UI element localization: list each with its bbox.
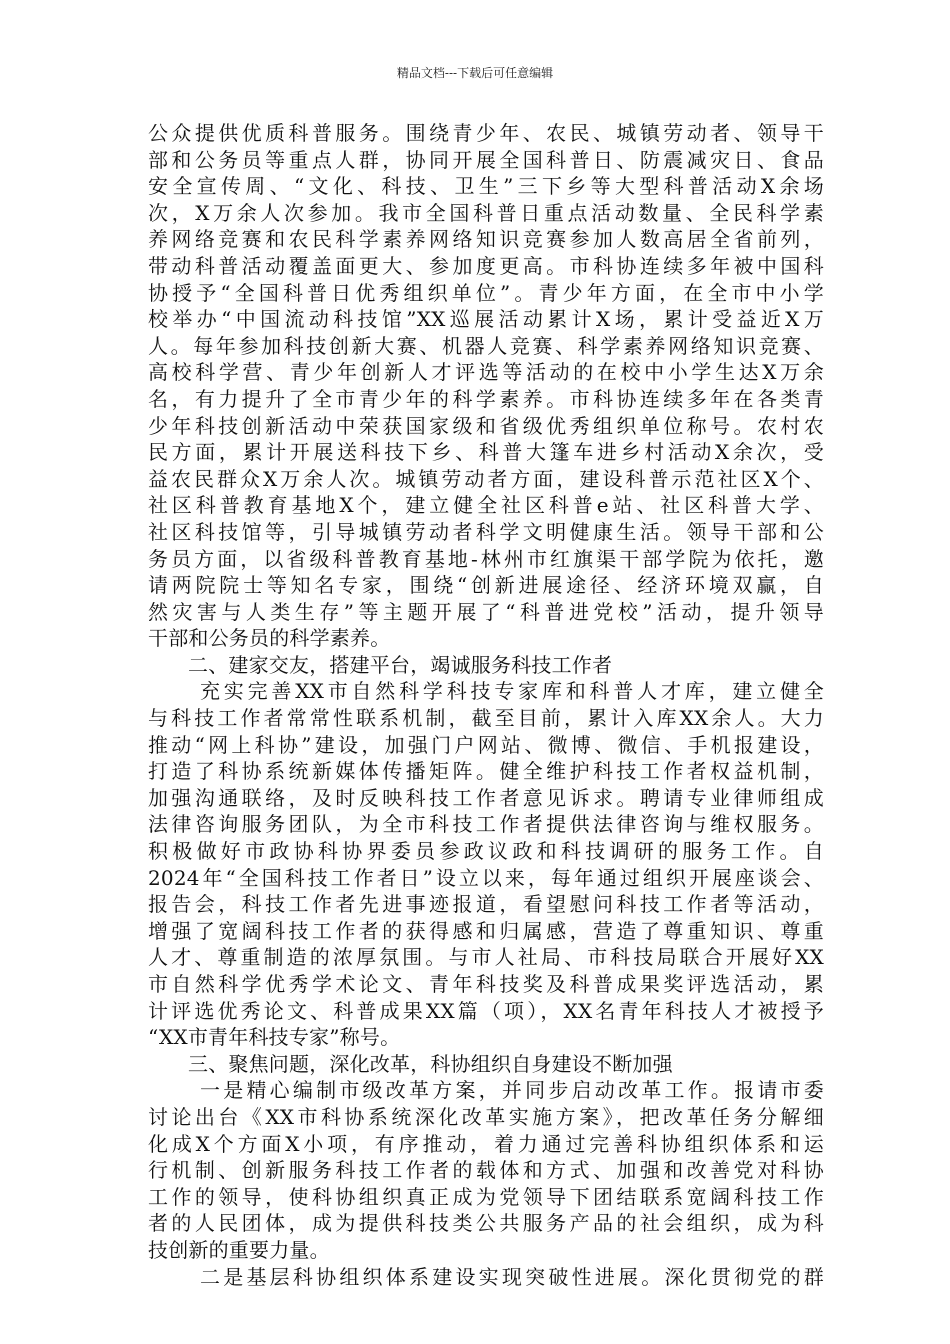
text-line: 协授予“全国科普日优秀组织单位”。青少年方面，在全市中小学 — [148, 280, 824, 305]
text-line: 养网络竞赛和农民科学素养网络知识竞赛参加人数高居全省前列， — [148, 227, 824, 252]
text-line: 安全宣传周、“文化、科技、卫生”三下乡等大型科普活动X余场 — [148, 174, 824, 199]
section-heading: 三、聚焦问题，深化改革，科协组织自身建设不断加强 — [188, 1051, 673, 1076]
text-line: 次，X万余人次参加。我市全国科普日重点活动数量、全民科学素 — [148, 200, 824, 225]
text-line: 然灾害与人类生存”等主题开展了“科普进党校”活动，提升领导 — [148, 599, 824, 624]
text-line: 干部和公务员的科学素养。 — [148, 626, 391, 651]
text-line: 务员方面，以省级科普教育基地-林州市红旗渠干部学院为依托，邀 — [148, 546, 824, 571]
text-line: 化成X个方面X小项，有序推动，着力通过完善科协组织体系和运 — [148, 1131, 824, 1156]
text-line: 计评选优秀论文、科普成果XX篇（项），XX名青年科技人才被授予 — [148, 998, 824, 1023]
text-line: 高校科学营、青少年创新人才评选等活动的在校中小学生达X万余 — [148, 360, 824, 385]
text-line: 请两院院士等知名专家，围绕“创新进展途径、经济环境双赢，自 — [148, 573, 824, 598]
text-line: 公众提供优质科普服务。围绕青少年、农民、城镇劳动者、领导干 — [148, 121, 824, 145]
text-line: 2024年“全国科技工作者日”设立以来，每年通过组织开展座谈会、 — [148, 865, 824, 890]
text-line: 者的人民团体，成为提供科技类公共服务产品的社会组织，成为科 — [148, 1211, 824, 1236]
text-line: 积极做好市政协科协界委员参政议政和科技调研的服务工作。自 — [148, 839, 824, 864]
text-line: 一是精心编制市级改革方案，并同步启动改革工作。报请市委 — [200, 1078, 824, 1103]
section-heading: 二、建家交友，搭建平台，竭诚服务科技工作者 — [188, 652, 613, 677]
text-line: 行机制、创新服务科技工作者的载体和方式、加强和改善党对科协 — [148, 1158, 824, 1183]
text-line: 社区科普教育基地X个，建立健全社区科普e站、社区科普大学、 — [148, 493, 824, 518]
text-line: “XX市青年科技专家”称号。 — [148, 1025, 401, 1050]
text-line: 人才、尊重制造的浓厚氛围。与市人社局、市科技局联合开展好XX — [148, 945, 824, 970]
text-line: 益农民群众X万余人次。城镇劳动者方面，建设科普示范社区X个、 — [148, 466, 824, 491]
text-line: 部和公务员等重点人群，协同开展全国科普日、防震减灾日、食品 — [148, 147, 824, 172]
text-line: 少年科技创新活动中荣获国家级和省级优秀组织单位称号。农村农 — [148, 413, 824, 438]
text-line: 增强了宽阔科技工作者的获得感和归属感，营造了尊重知识、尊重 — [148, 918, 824, 943]
text-line: 工作的领导，使科协组织真正成为党领导下团结联系宽阔科技工作 — [148, 1184, 824, 1209]
text-line: 社区科技馆等，引导城镇劳动者科学文明健康生活。领导干部和公 — [148, 519, 824, 544]
text-line: 民方面，累计开展送科技下乡、科普大篷车进乡村活动X余次，受 — [148, 440, 824, 465]
text-line: 技创新的重要力量。 — [148, 1237, 330, 1262]
text-line: 充实完善XX市自然科学科技专家库和科普人才库，建立健全 — [200, 679, 824, 704]
text-line: 与科技工作者常常性联系机制，截至目前，累计入库XX余人。大力 — [148, 706, 824, 731]
text-line: 人。每年参加科技创新大赛、机器人竞赛、科学素养网络知识竞赛、 — [148, 333, 824, 358]
text-line: 推动“网上科协”建设，加强门户网站、微博、微信、手机报建设， — [148, 732, 824, 757]
text-line: 法律咨询服务团队，为全市科技工作者提供法律咨询与维权服务。 — [148, 812, 824, 837]
text-line: 讨论出台《XX市科协系统深化改革实施方案》，把改革任务分解细 — [148, 1104, 824, 1129]
text-line: 市自然科学优秀学术论文、青年科技奖及科普成果奖评选活动，累 — [148, 972, 824, 996]
text-line: 名，有力提升了全市青少年的科学素养。市科协连续多年在各类青 — [148, 386, 824, 411]
text-line: 报告会，科技工作者先进事迹报道，看望慰问科技工作者等活动， — [148, 892, 824, 917]
document-body — [148, 120, 824, 1290]
text-line: 二是基层科协组织体系建设实现突破性进展。深化贯彻党的群 — [200, 1264, 824, 1289]
text-line: 校举办“中国流动科技馆”XX巡展活动累计X场，累计受益近X万 — [148, 307, 824, 332]
text-line: 打造了科协系统新媒体传播矩阵。健全维护科技工作者权益机制， — [148, 759, 824, 784]
text-line: 加强沟通联络，及时反映科技工作者意见诉求。聘请专业律师组成 — [148, 785, 824, 810]
text-line: 带动科普活动覆盖面更大、参加度更高。市科协连续多年被中国科 — [148, 253, 824, 278]
page-header-note: 精品文档---下载后可任意编辑 — [396, 66, 554, 80]
